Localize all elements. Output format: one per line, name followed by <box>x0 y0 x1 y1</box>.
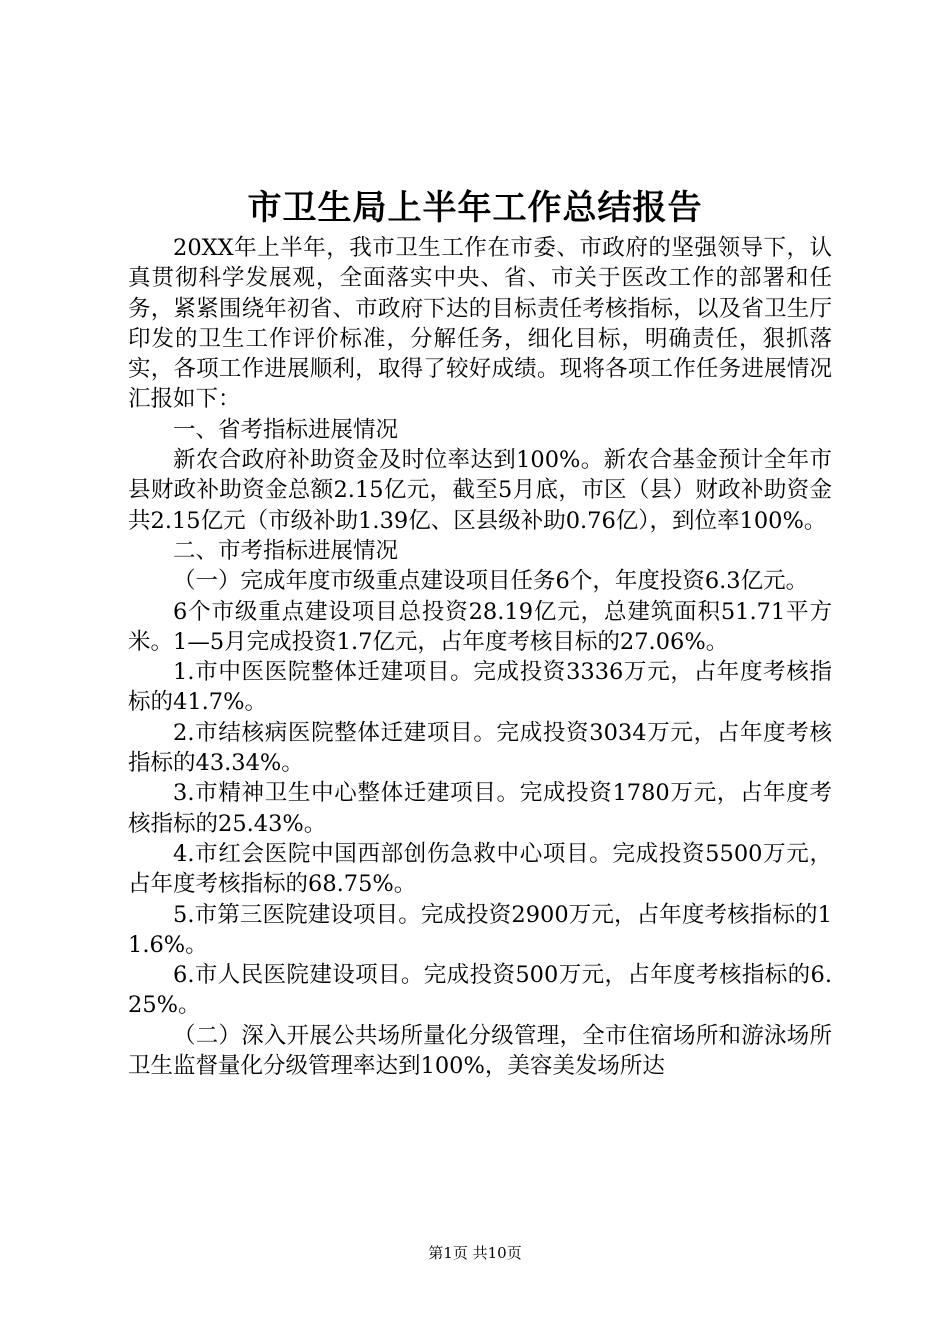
subheading-item-1: （一）完成年度市级重点建设项目任务6个，年度投资6.3亿元。 <box>173 568 809 595</box>
list-item-project-6: 6.市人民医院建设项目。完成投资500万元，占年度考核指标的6.25%。 <box>128 962 832 1019</box>
page-footer: 第1页 共10页 <box>428 1244 522 1262</box>
list-item-project-5: 5.市第三医院建设项目。完成投资2900万元，占年度考核指标的11.6%。 <box>128 901 832 958</box>
list-item-project-1: 1.市中医医院整体迁建项目。完成投资3336万元，占年度考核指标的41.7%。 <box>128 659 832 716</box>
heading-section-1: 一、省考指标进展情况 <box>173 416 399 443</box>
document-title: 市卫生局上半年工作总结报告 <box>247 188 703 228</box>
paragraph-section-1: 新农合政府补助资金及时位率达到100%。新农合基金预计全年市县财政补助资金总额2.15亿元，截至5月底，市区（县）财政补助资金共2.15亿元（市级补助1.39亿、区县级补助0.76亿），到位率100%。 <box>128 447 832 534</box>
paragraph-intro: 20XX年上半年，我市卫生工作在市委、市政府的坚强领导下，认真贯彻科学发展观，全面落实中央、省、市关于医改工作的部署和任务，紧紧围绕年初省、市政府下达的目标责任考核指标，以及省卫生厅印发的卫生工作评价标准，分解任务，细化目标，明确责任，狠抓落实，各项工作进展顺利，取得了较好成绩。现将各项工作任务进展情况汇报如下： <box>128 235 832 413</box>
list-item-project-2: 2.市结核病医院整体迁建项目。完成投资3034万元，占年度考核指标的43.34%。 <box>128 719 832 777</box>
list-item-project-4: 4.市红会医院中国西部创伤急救中心项目。完成投资5500万元，占年度考核指标的68.75%。 <box>128 840 832 898</box>
paragraph-projects-summary: 6个市级重点建设项目总投资28.19亿元，总建筑面积51.71平方米。1—5月完成投资1.7亿元，占年度考核目标的27.06%。 <box>128 598 832 655</box>
heading-section-2: 二、市考指标进展情况 <box>173 537 399 564</box>
subheading-item-2: （二）深入开展公共场所量化分级管理，全市住宿场所和游泳场所卫生监督量化分级管理率达到100%，美容美发场所达 <box>128 1022 832 1080</box>
list-item-project-3: 3.市精神卫生中心整体迁建项目。完成投资1780万元，占年度考核指标的25.43%。 <box>128 780 832 837</box>
document-body <box>128 233 832 1081</box>
